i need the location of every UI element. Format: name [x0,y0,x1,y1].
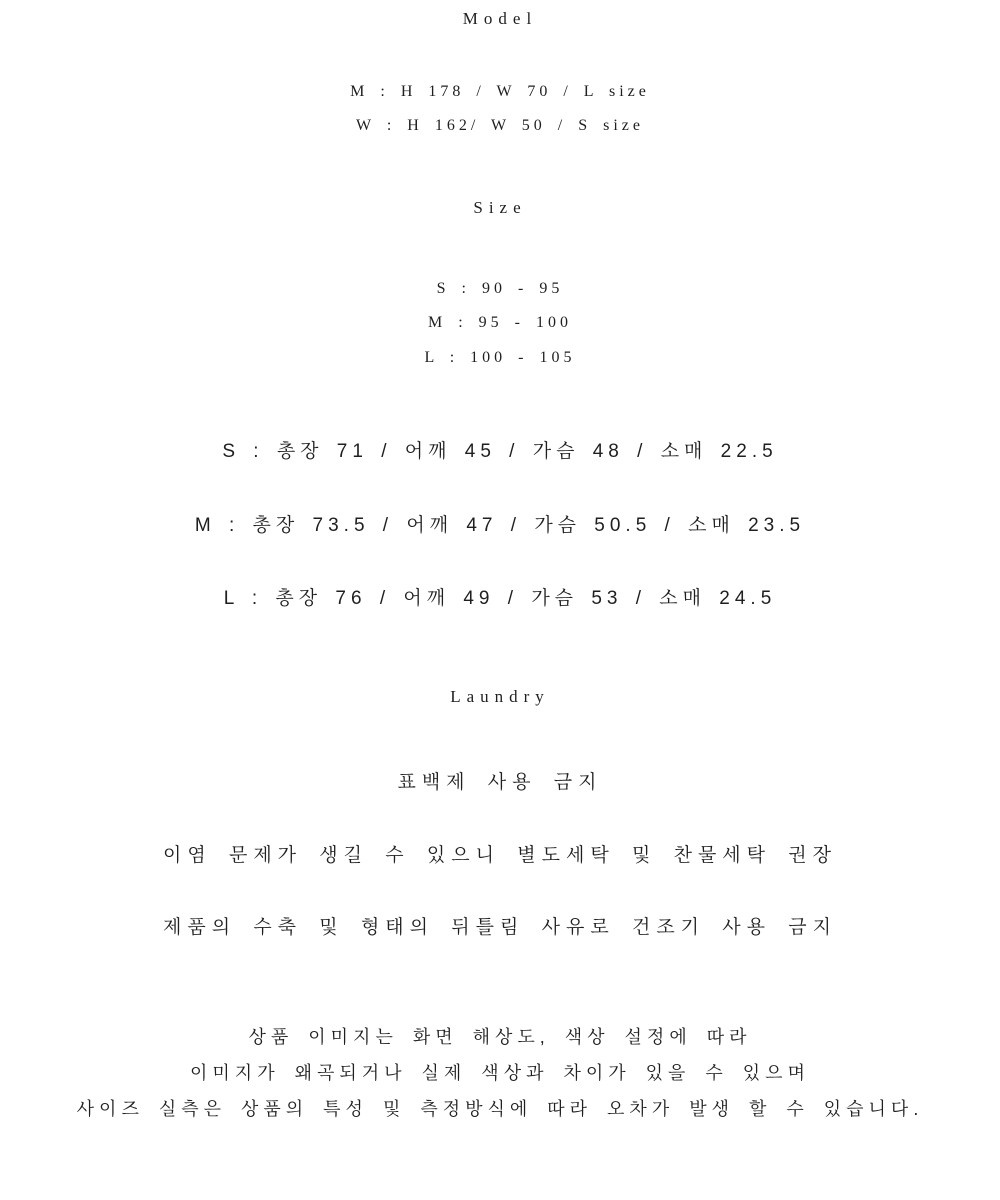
disclaimer-line-3: 사이즈 실측은 상품의 특성 및 측정방식에 따라 오차가 발생 할 수 있습니다. [76,1099,924,1119]
laundry-no-dryer: 제품의 수축 및 형태의 뒤틀림 사유로 건조기 사용 금지 [162,917,838,938]
model-section-title: Model [462,9,538,28]
model-spec-women: W : H 162/ W 50 / S size [356,117,644,134]
laundry-no-bleach: 표백제 사용 금지 [397,772,603,793]
laundry-section-title: Laundry [450,687,550,706]
disclaimer-line-2: 이미지가 왜곡되거나 실제 색상과 차이가 있을 수 있으며 [190,1063,810,1083]
measurement-s: S : 총장 71 / 어깨 45 / 가슴 48 / 소매 22.5 [222,441,778,462]
size-range-l: L : 100 - 105 [424,349,576,366]
disclaimer-line-1: 상품 이미지는 화면 해상도, 색상 설정에 따라 [248,1027,752,1047]
measurement-m: M : 총장 73.5 / 어깨 47 / 가슴 50.5 / 소매 23.5 [194,515,806,536]
size-section-title: Size [473,198,527,217]
size-range-s: S : 90 - 95 [436,280,564,297]
size-range-m: M : 95 - 100 [428,314,572,331]
laundry-separate-cold-wash: 이염 문제가 생길 수 있으니 별도세탁 및 찬물세탁 권장 [162,845,838,866]
model-spec-men: M : H 178 / W 70 / L size [350,83,650,100]
measurement-l: L : 총장 76 / 어깨 49 / 가슴 53 / 소매 24.5 [223,588,777,609]
